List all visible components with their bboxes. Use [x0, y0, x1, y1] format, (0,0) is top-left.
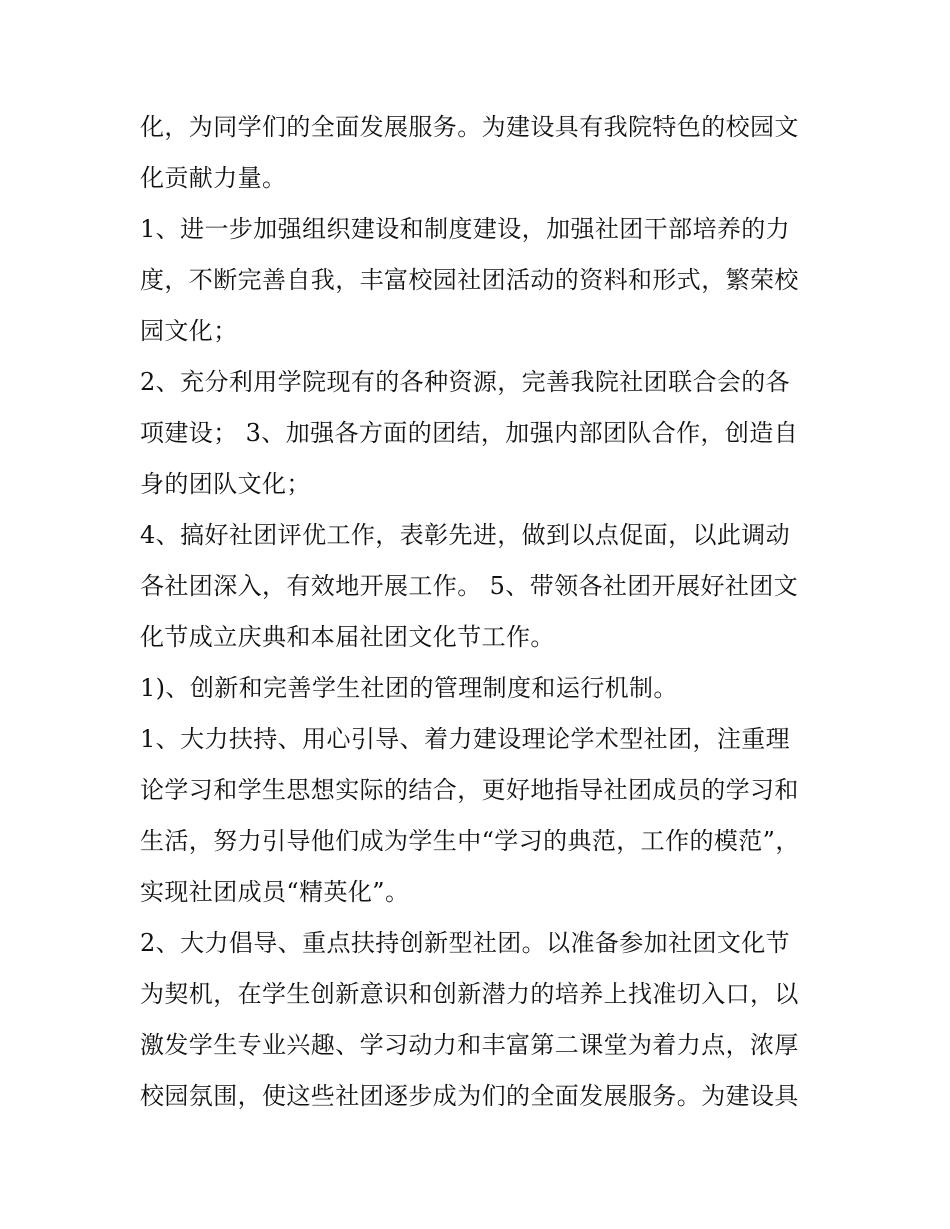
text-line-6: 2、充分利用学院现有的各种资源，完善我院社团联合会的各 [140, 368, 791, 396]
text-line-5: 园文化； [140, 317, 238, 345]
text-line-9: 4、搞好社团评优工作，表彰先进，做到以点促面，以此调动 [140, 521, 791, 549]
text-line-16: 实现社团成员“精英化”。 [140, 878, 410, 906]
text-line-14: 论学习和学生思想实际的结合，更好地指导社团成员的学习和 [140, 776, 799, 804]
text-line-2: 化贡献力量。 [140, 164, 287, 192]
text-line-11: 化节成立庆典和本届社团文化节工作。 [140, 623, 555, 651]
text-line-10: 各社团深入，有效地开展工作。 5、带领各社团开展好社团文 [140, 572, 799, 600]
text-line-15: 生活，努力引导他们成为学生中“学习的典范，工作的模范”， [140, 827, 800, 855]
text-line-20: 校园氛围，使这些社团逐步成为们的全面发展服务。为建设具 [140, 1082, 799, 1110]
document-page [140, 102, 820, 1122]
text-line-13: 1、大力扶持、用心引导、着力建设理论学术型社团，注重理 [140, 725, 791, 753]
text-line-7: 项建设； 3、加强各方面的团结，加强内部团队合作，创造自 [140, 419, 799, 447]
text-line-3: 1、进一步加强组织建设和制度建设，加强社团干部培养的力 [140, 215, 791, 243]
text-line-1: 化，为同学们的全面发展服务。为建设具有我院特色的校园文 [140, 113, 799, 141]
text-line-12: 1)、创新和完善学生社团的管理制度和运行机制。 [140, 674, 678, 702]
text-line-18: 为契机，在学生创新意识和创新潜力的培养上找准切入口，以 [140, 980, 799, 1008]
text-line-4: 度，不断完善自我，丰富校园社团活动的资料和形式，繁荣校 [140, 266, 799, 294]
text-line-8: 身的团队文化； [140, 470, 311, 498]
text-line-19: 激发学生专业兴趣、学习动力和丰富第二课堂为着力点，浓厚 [140, 1031, 799, 1059]
text-line-17: 2、大力倡导、重点扶持创新型社团。以准备参加社团文化节 [140, 929, 791, 957]
